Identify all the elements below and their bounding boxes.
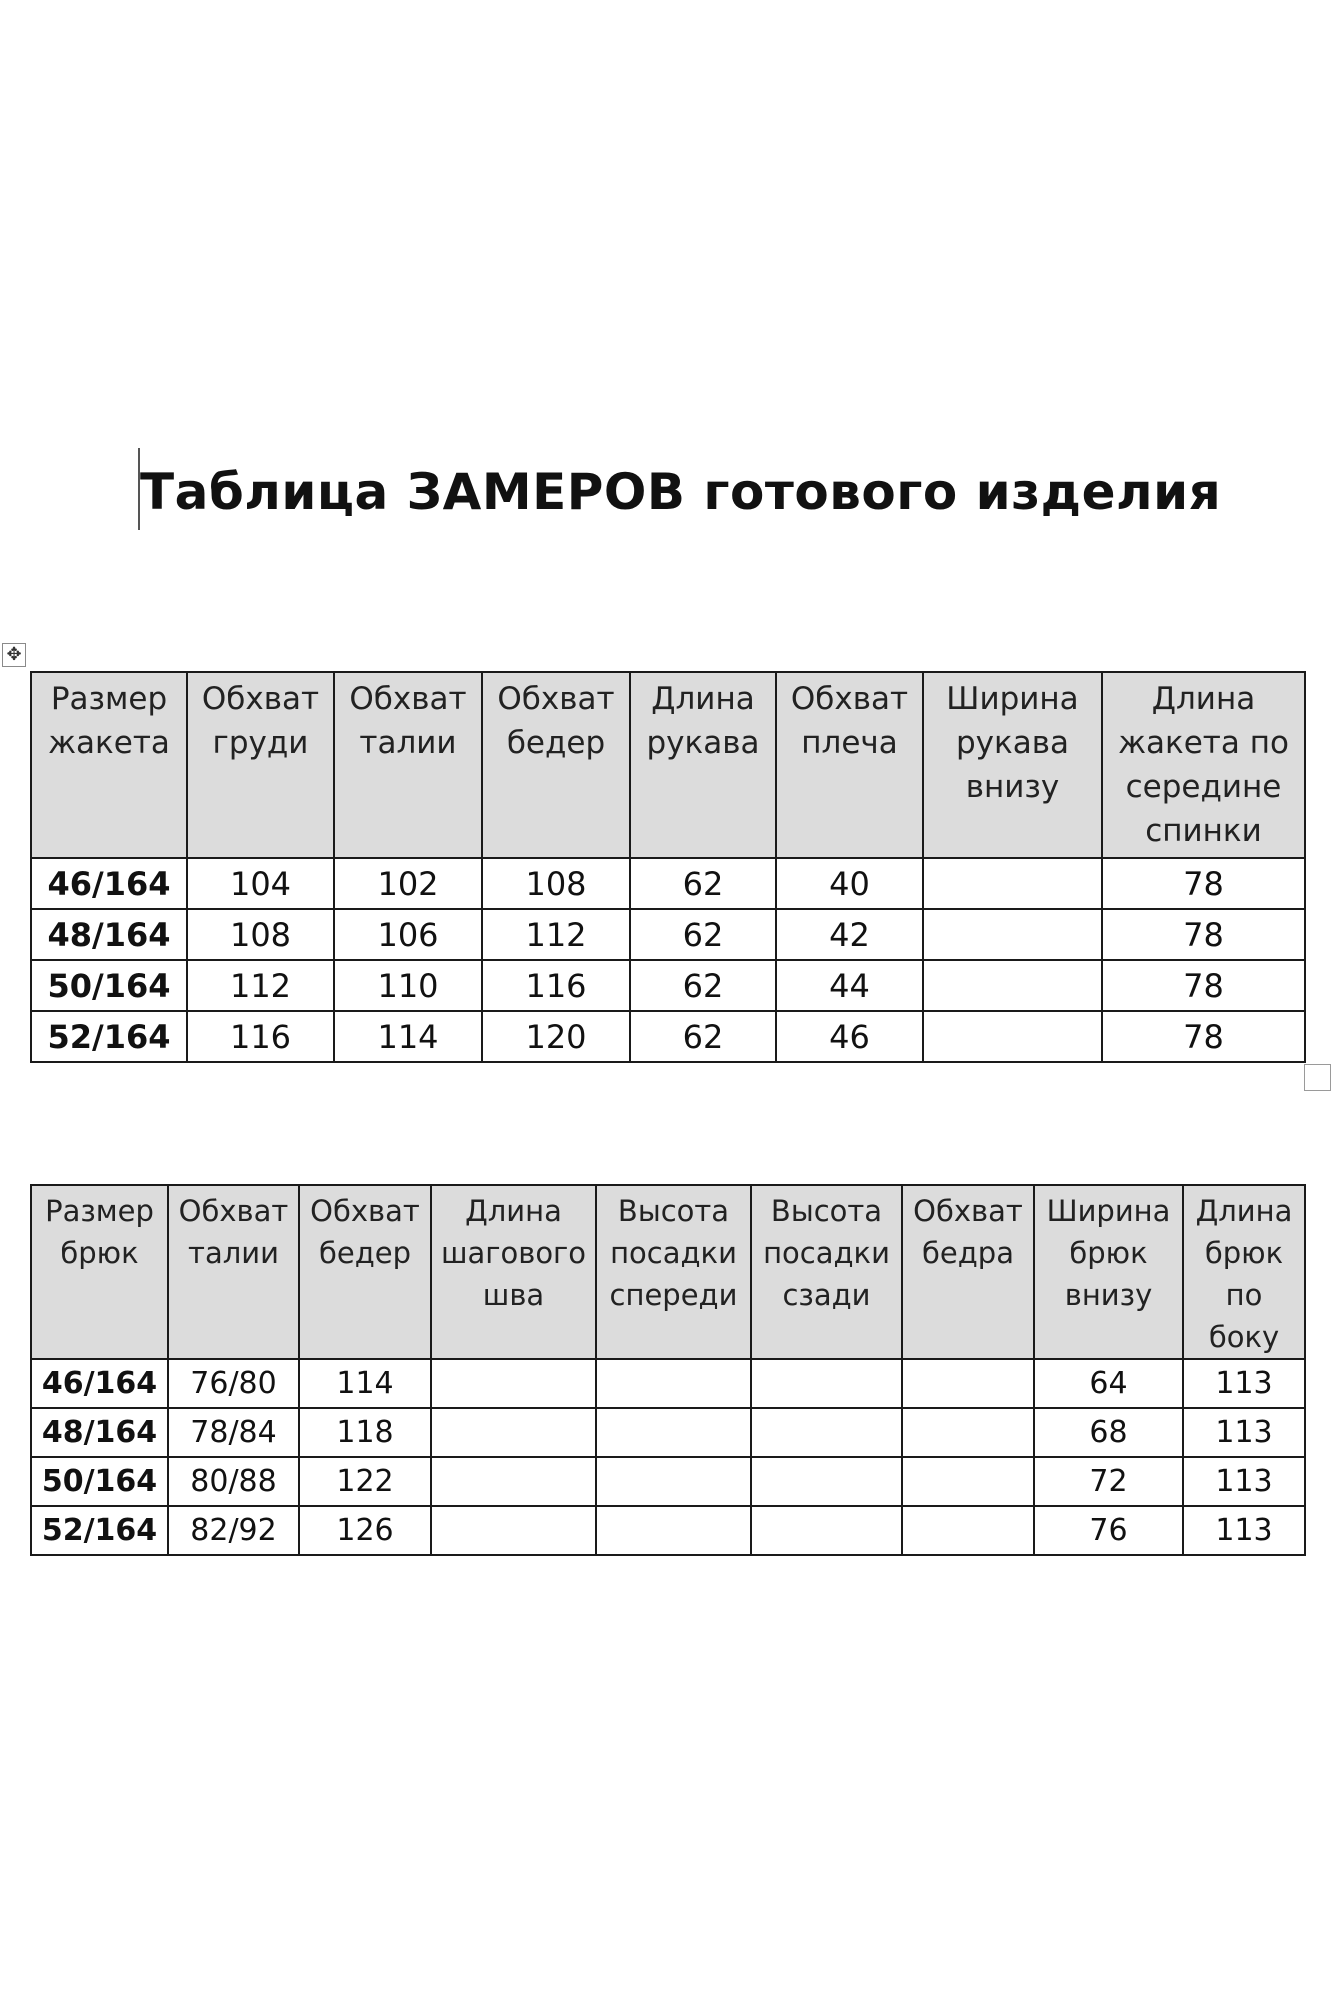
jacket-header-cell <box>187 672 334 858</box>
measurement-cell: 76/80 <box>168 1359 299 1408</box>
measurement-cell: 116 <box>482 960 630 1011</box>
trousers-measurements-table <box>30 1184 1306 1556</box>
header-text-line: Обхват <box>349 681 467 717</box>
header-text-line: Обхват <box>310 1194 420 1228</box>
measurement-cell <box>902 1408 1034 1457</box>
jacket-header-cell <box>334 672 482 858</box>
header-text-line: Высота <box>770 1194 883 1228</box>
header-text-line: Ширина <box>1046 1194 1171 1228</box>
measurement-cell <box>902 1457 1034 1506</box>
measurement-cell: 62 <box>630 1011 776 1062</box>
header-text-line: спинки <box>1145 813 1262 849</box>
measurement-cell: 46 <box>776 1011 923 1062</box>
measurement-cell <box>923 1011 1102 1062</box>
header-text-line: боку <box>1208 1320 1280 1354</box>
measurement-cell: 114 <box>334 1011 482 1062</box>
measurement-cell: 112 <box>187 960 334 1011</box>
header-text-line: Ширина <box>946 681 1079 717</box>
size-cell: 48/164 <box>31 909 187 960</box>
jacket-header-cell <box>482 672 630 858</box>
header-text-line: брюк <box>60 1236 139 1270</box>
trousers-table-row <box>31 1359 1305 1408</box>
measurement-cell <box>923 858 1102 909</box>
measurement-cell: 126 <box>299 1506 431 1555</box>
measurement-cell <box>751 1506 902 1555</box>
trousers-header-cell <box>31 1185 168 1359</box>
measurement-cell: 116 <box>187 1011 334 1062</box>
header-text-line: талии <box>188 1236 279 1270</box>
measurement-cell: 108 <box>187 909 334 960</box>
trousers-table-row <box>31 1457 1305 1506</box>
header-text-line: внизу <box>965 769 1060 805</box>
header-text-line: Обхват <box>790 681 909 717</box>
size-cell: 52/164 <box>31 1506 168 1555</box>
measurement-cell: 122 <box>299 1457 431 1506</box>
measurement-cell: 78 <box>1102 960 1305 1011</box>
jacket-measurements-table <box>30 671 1306 1063</box>
header-text-line: груди <box>212 725 309 761</box>
header-text-line: Обхват <box>913 1194 1023 1228</box>
size-cell: 48/164 <box>31 1408 168 1457</box>
page-title: Таблица ЗАМЕРОВ готового изделия <box>140 463 1222 521</box>
header-text-line: бедра <box>922 1236 1014 1270</box>
measurement-cell <box>923 909 1102 960</box>
jacket-header-cell <box>923 672 1102 858</box>
measurement-cell: 113 <box>1183 1506 1305 1555</box>
measurement-cell: 64 <box>1034 1359 1183 1408</box>
size-cell: 52/164 <box>31 1011 187 1062</box>
header-text-line: середине <box>1125 769 1282 805</box>
jacket-header-cell <box>630 672 776 858</box>
resize-square-icon[interactable] <box>1304 1064 1331 1091</box>
measurement-cell: 76 <box>1034 1506 1183 1555</box>
header-text-line: Длина <box>1151 681 1256 717</box>
measurement-cell: 108 <box>482 858 630 909</box>
measurement-cell <box>751 1408 902 1457</box>
measurement-cell: 113 <box>1183 1457 1305 1506</box>
trousers-header-cell <box>1183 1185 1305 1359</box>
measurement-cell <box>902 1506 1034 1555</box>
measurement-cell: 113 <box>1183 1408 1305 1457</box>
measurement-cell <box>751 1457 902 1506</box>
measurement-cell: 40 <box>776 858 923 909</box>
trousers-table-row <box>31 1506 1305 1555</box>
size-cell: 50/164 <box>31 960 187 1011</box>
measurement-cell: 78 <box>1102 1011 1305 1062</box>
measurement-cell <box>431 1506 596 1555</box>
measurement-cell: 112 <box>482 909 630 960</box>
header-text-line: жакета по <box>1118 725 1289 761</box>
header-text-line: бедер <box>318 1236 412 1270</box>
measurement-cell: 82/92 <box>168 1506 299 1555</box>
measurement-cell: 42 <box>776 909 923 960</box>
jacket-table-row <box>31 1011 1305 1062</box>
measurement-cell <box>751 1359 902 1408</box>
measurement-cell <box>923 960 1102 1011</box>
move-arrows-icon[interactable]: ✥ <box>2 643 26 667</box>
header-text-line: Обхват <box>178 1194 289 1228</box>
header-text-line: Длина <box>1195 1194 1293 1228</box>
measurement-cell: 78 <box>1102 858 1305 909</box>
trousers-header-cell <box>902 1185 1034 1359</box>
measurement-cell <box>431 1408 596 1457</box>
header-text-line: сзади <box>782 1278 871 1312</box>
jacket-table-row <box>31 960 1305 1011</box>
measurement-cell: 80/88 <box>168 1457 299 1506</box>
measurement-cell: 68 <box>1034 1408 1183 1457</box>
measurement-cell: 62 <box>630 960 776 1011</box>
trousers-table-row <box>31 1408 1305 1457</box>
jacket-header-cell <box>776 672 923 858</box>
size-cell: 46/164 <box>31 1359 168 1408</box>
measurement-cell: 62 <box>630 909 776 960</box>
jacket-header-cell <box>1102 672 1305 858</box>
measurement-cell: 118 <box>299 1408 431 1457</box>
measurement-cell <box>596 1457 751 1506</box>
jacket-table-row <box>31 909 1305 960</box>
measurement-cell: 104 <box>187 858 334 909</box>
measurement-cell <box>596 1506 751 1555</box>
header-text-line: Длина <box>465 1194 562 1228</box>
header-text-line: Обхват <box>497 681 615 717</box>
measurement-cell <box>596 1408 751 1457</box>
header-text-line: брюк <box>1204 1236 1284 1270</box>
header-text-line: рукава <box>955 725 1069 761</box>
jacket-table-row <box>31 858 1305 909</box>
header-text-line: рукава <box>646 725 760 761</box>
measurement-cell <box>596 1359 751 1408</box>
measurement-cell: 78 <box>1102 909 1305 960</box>
trousers-header-row <box>31 1185 1305 1359</box>
trousers-header-cell <box>431 1185 596 1359</box>
measurement-cell: 62 <box>630 858 776 909</box>
header-text-line: шагового <box>440 1236 587 1270</box>
jacket-header-row <box>31 672 1305 858</box>
header-text-line: посадки <box>763 1236 890 1270</box>
trousers-header-cell <box>751 1185 902 1359</box>
measurement-cell: 102 <box>334 858 482 909</box>
header-text-line: талии <box>359 725 457 761</box>
size-cell: 46/164 <box>31 858 187 909</box>
header-text-line: жакета <box>48 725 170 761</box>
measurement-cell <box>431 1359 596 1408</box>
measurement-cell: 110 <box>334 960 482 1011</box>
jacket-header-cell <box>31 672 187 858</box>
trousers-header-cell <box>596 1185 751 1359</box>
trousers-header-cell <box>299 1185 431 1359</box>
trousers-header-cell <box>168 1185 299 1359</box>
measurement-cell: 72 <box>1034 1457 1183 1506</box>
measurement-cell: 114 <box>299 1359 431 1408</box>
header-text-line: шва <box>482 1278 545 1312</box>
header-text-line: бедер <box>506 725 606 761</box>
header-text-line: внизу <box>1064 1278 1153 1312</box>
measurement-cell: 78/84 <box>168 1408 299 1457</box>
measurement-cell: 44 <box>776 960 923 1011</box>
header-text-line: Размер <box>45 1194 154 1228</box>
header-text-line: Размер <box>50 681 168 717</box>
header-text-line: по <box>1225 1278 1263 1312</box>
header-text-line: Длина <box>651 681 755 717</box>
measurement-cell: 113 <box>1183 1359 1305 1408</box>
measurement-cell <box>431 1457 596 1506</box>
header-text-line: посадки <box>610 1236 737 1270</box>
size-cell: 50/164 <box>31 1457 168 1506</box>
header-text-line: спереди <box>609 1278 738 1312</box>
header-text-line: плеча <box>801 725 898 761</box>
header-text-line: Обхват <box>201 681 320 717</box>
trousers-header-cell <box>1034 1185 1183 1359</box>
measurement-cell <box>902 1359 1034 1408</box>
header-text-line: брюк <box>1069 1236 1148 1270</box>
header-text-line: Высота <box>617 1194 730 1228</box>
measurement-cell: 106 <box>334 909 482 960</box>
measurement-cell: 120 <box>482 1011 630 1062</box>
